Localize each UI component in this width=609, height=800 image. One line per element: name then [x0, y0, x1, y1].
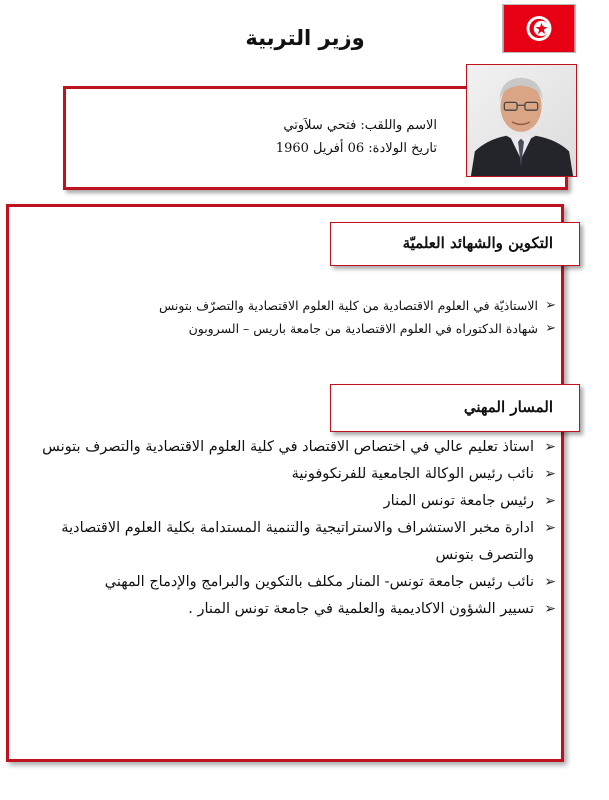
career-list: [11, 434, 556, 623]
personal-info: [276, 114, 437, 160]
arrow-bullet-icon: ➢: [545, 298, 556, 313]
tunisia-flag-icon: [502, 4, 576, 53]
birth-date-line: تاريخ الولادة: 06 أفريل 1960: [275, 141, 437, 156]
arrow-bullet-icon: ➢: [544, 439, 556, 455]
list-item: ➢ نائب رئيس جامعة تونس- المنار مكلف بالتكوين والبرامج والإدماج المهني: [11, 569, 556, 596]
name-line: الاسم واللقب: فتحي سلاَوتي: [283, 118, 437, 133]
arrow-bullet-icon: ➢: [544, 493, 556, 509]
list-item: ➢ رئيس جامعة تونس المنار: [11, 488, 556, 515]
arrow-bullet-icon: ➢: [544, 574, 556, 590]
list-item: ➢ ادارة مخبر الاستشراف والاستراتيجية والتنمية المستدامة بكلية العلوم الاقتصادية والتصرف بتونس: [11, 515, 556, 569]
page-title: وزير التربية: [245, 26, 365, 50]
career-section-title: المسار المهني: [330, 384, 580, 432]
arrow-bullet-icon: ➢: [544, 601, 556, 617]
arrow-bullet-icon: ➢: [544, 466, 556, 482]
list-item: ➢ شهادة الدكتوراه في العلوم الاقتصادية من جامعة باريس – السروبون: [56, 317, 556, 340]
arrow-bullet-icon: ➢: [545, 321, 556, 336]
list-item: ➢ الاستاذيّة في العلوم الاقتصادية من كلية العلوم الاقتصادية والتصرّف بتونس: [56, 294, 556, 317]
education-section-title: التكوين والشهائد العلميّة: [330, 222, 580, 266]
list-item: ➢ نائب رئيس الوكالة الجامعية للفرنكوفونية: [11, 461, 556, 488]
arrow-bullet-icon: ➢: [544, 520, 556, 536]
list-item: ➢ استاذ تعليم عالي في اختصاص الاقتصاد في كلية العلوم الاقتصادية والتصرف بتونس: [11, 434, 556, 461]
portrait-photo: [466, 64, 577, 177]
education-list: [56, 294, 556, 340]
list-item: ➢ تسيير الشؤون الاكاديمية والعلمية في جامعة تونس المنار .: [11, 596, 556, 623]
